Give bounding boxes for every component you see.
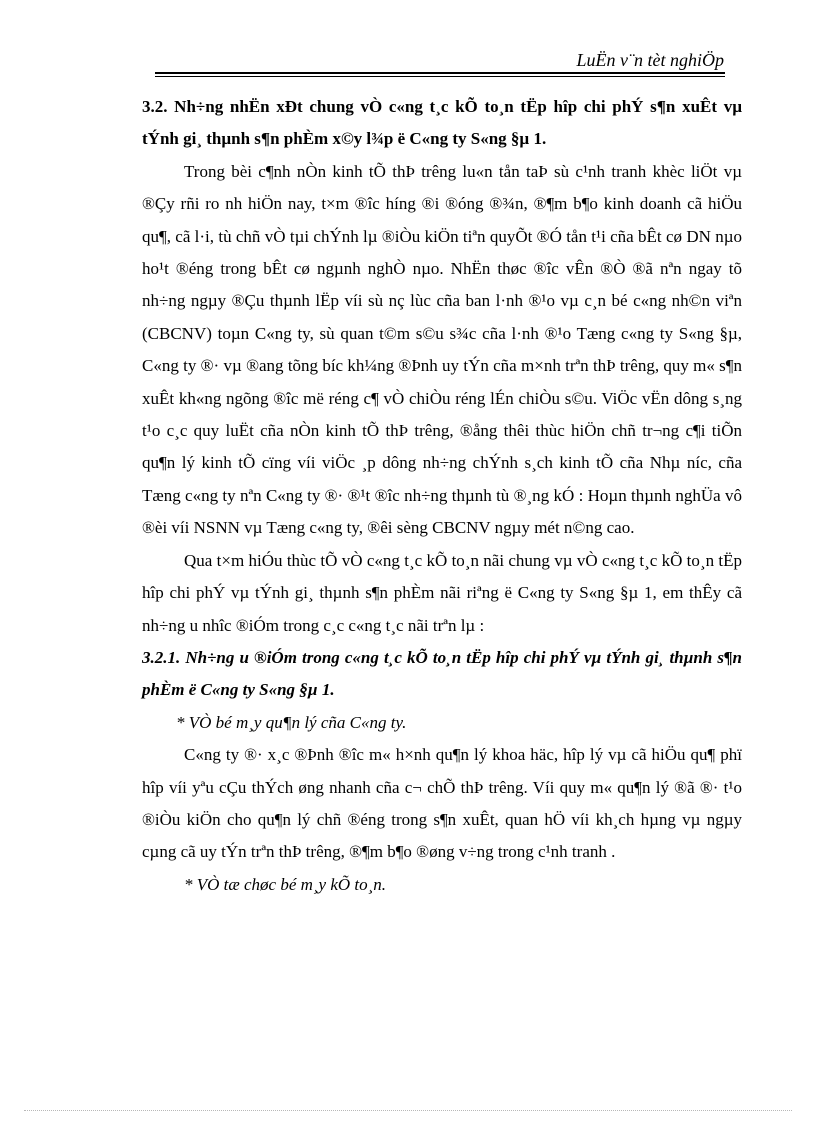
running-header-title: LuËn v¨n tèt nghiÖp bbox=[576, 50, 724, 70]
document-body bbox=[142, 91, 742, 901]
page-bottom-border bbox=[24, 1110, 792, 1111]
bullet-note: * VÒ tæ chøc bé m¸y kÕ to¸n. bbox=[184, 874, 387, 894]
body-paragraph: Trong bèi c¶nh nÒn kinh tÕ thÞ trêng lu«n tån taÞ sù c¹nh tranh khèc liÖt vµ ®Çy rñi ro nh hiÖn nay, t×m ®îc híng ®i ®óng ®¾n, ®¶m b¶o kinh doanh cã hiÖu qu¶, cã l·i, tù chñ vÒ tµi chÝnh lµ ®iÒu kiÖn tiªn quyÕt ®Ó tån t¹i cña bÊt cø DN nµo ho¹t ®éng trong bÊt cø ngµnh nghÒ nµo. NhËn thøc ®îc vÊn ®Ò ®ã nªn ngay tõ nh÷ng ngµy ®Çu thµnh lËp víi sù nç lùc cña ban l·nh ®¹o vµ c¸n bé c«ng nh©n viªn (CBCNV) toµn C«ng ty, sù quan t©m s©u s¾c cña l·nh ®¹o Tæng c«ng ty S«ng §µ, C«ng ty ®· vµ ®ang tõng bíc kh¼ng ®Þnh uy tÝn cña m×nh trªn thÞ trêng, quy m« s¶n xuÊt kh«ng ngõng ®îc më réng c¶ vÒ chiÒu réng lÉn chiÒu s©u. ViÖc vËn dông s¸ng t¹o c¸c quy luËt cña nÒn kinh tÕ thÞ trêng, ®ång thêi thùc hiÖn chñ tr¬ng c¶i tiÕn qu¶n lý kinh tÕ cïng víi viÖc ¸p dông nh÷ng chÝnh s¸ch kinh tÕ cña Nhµ níc, cña Tæng c«ng ty nªn C«ng ty ®· ®¹t ®îc nh÷ng thµnh tù ®¸ng kÓ : Hoµn thµnh nghÜa vô ®èi víi NSNN vµ Tæng c«ng ty, ®êi sèng CBCNV ngµy mét n©ng cao. bbox=[142, 161, 742, 538]
section-heading: 3.2. Nh÷ng nhËn xÐt chung vÒ c«ng t¸c kÕ to¸n tËp hîp chi phÝ s¶n xuÊt vµ tÝnh gi¸ thµnh s¶n phÈm x©y l¾p ë C«ng ty S«ng §µ 1. bbox=[142, 97, 742, 149]
bullet-note: * VÒ bé m¸y qu¶n lý cña C«ng ty. bbox=[176, 712, 407, 732]
header-rule-thin bbox=[155, 76, 725, 77]
body-paragraph: C«ng ty ®· x¸c ®Þnh ®îc m« h×nh qu¶n lý khoa häc, hîp lý vµ cã hiÖu qu¶ phï hîp víi yªu cÇu thÝch øng nhanh cña c¬ chÕ thÞ trêng. Víi quy m« qu¶n lý ®ã ®· t¹o ®iÒu kiÖn cho qu¶n lý chñ ®éng trong s¶n xuÊt, quan hÖ víi kh¸ch hµng vµ ngµy cµng cã uy tÝn trªn thÞ trêng, ®¶m b¶o ®øng v÷ng trong c¹nh tranh . bbox=[142, 745, 742, 862]
body-paragraph: Qua t×m hiÓu thùc tÕ vÒ c«ng t¸c kÕ to¸n nãi chung vµ vÒ c«ng t¸c kÕ to¸n tËp hîp chi phÝ vµ tÝnh gi¸ thµnh s¶n phÈm nãi riªng ë C«ng ty S«ng §µ 1, em thÊy cã nh÷ng u nhîc ®iÓm trong c¸c c«ng t¸c nãi trªn lµ : bbox=[142, 550, 742, 635]
header-rule-thick bbox=[155, 72, 725, 74]
subsection-heading: 3.2.1. Nh÷ng u ®iÓm trong c«ng t¸c kÕ to¸n tËp hîp chi phÝ vµ tÝnh gi¸ thµnh s¶n phÈm ë C«ng ty S«ng §µ 1. bbox=[142, 647, 742, 700]
